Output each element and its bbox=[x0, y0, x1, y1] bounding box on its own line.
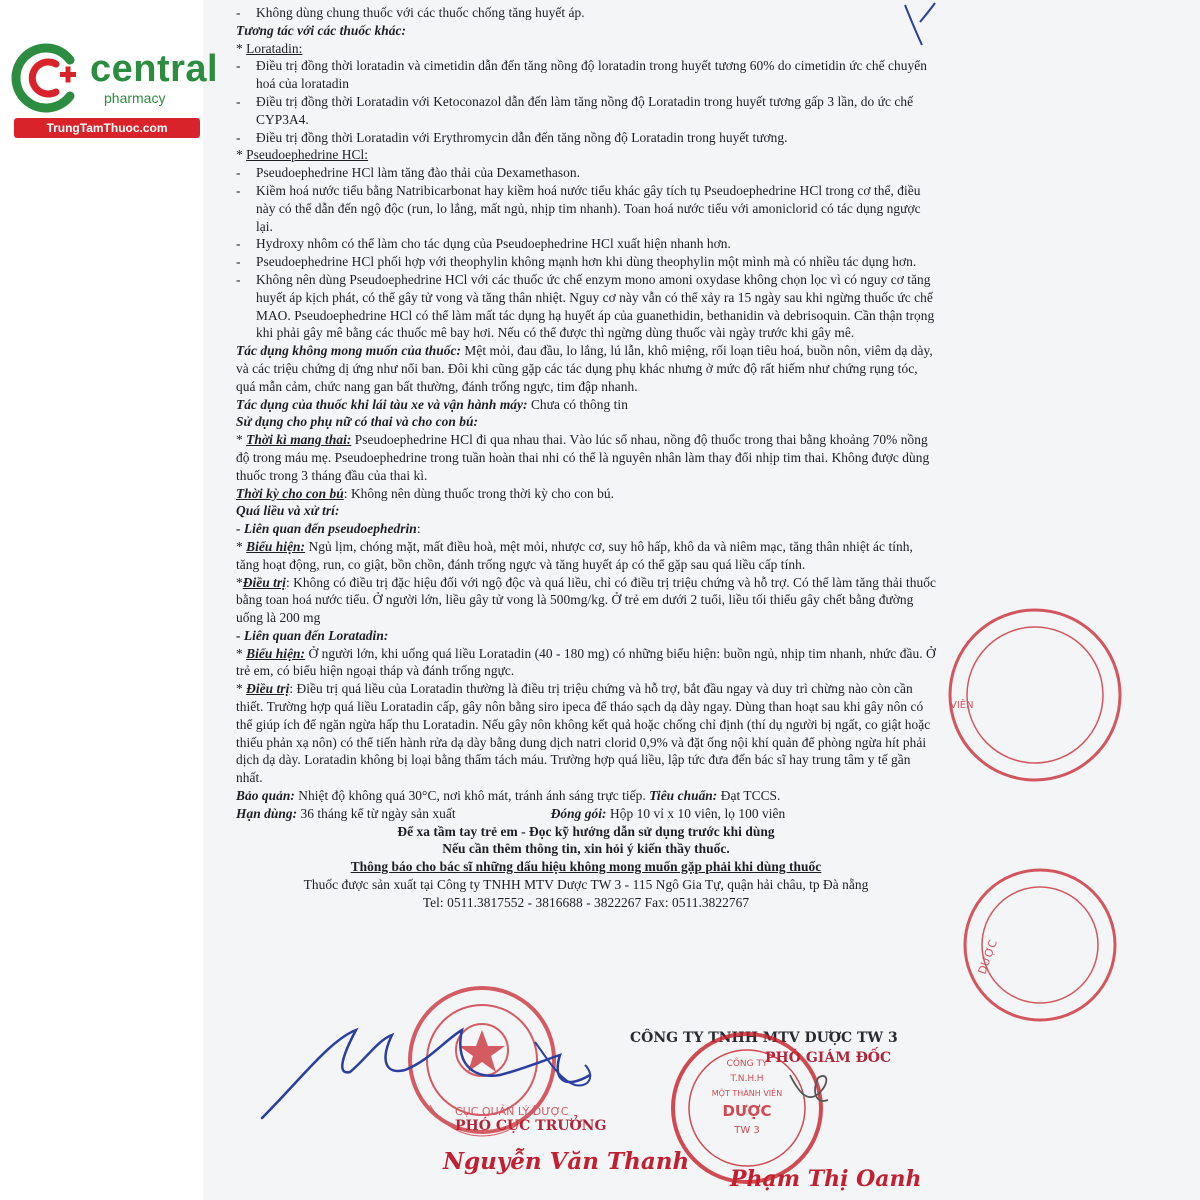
lora-item-1: - Điều trị đồng thời loratadin và cimetidin dẫn đến tăng nồng độ loratadin trong huyết tương 60% do cimetidin ức chế chuyển hoá của loratadin bbox=[236, 57, 936, 93]
company-name: CÔNG TY TNHH MTV DƯỢC TW 3 bbox=[630, 1030, 898, 1046]
svg-text:VIÊN: VIÊN bbox=[950, 700, 974, 711]
company-stamp-line-5: TW 3 bbox=[734, 1125, 760, 1136]
pse-item-4: - Pseudoephedrine HCl phối hợp với theophylin không mạnh hơn khi dùng theophylin một mình mà có nhiều tác dụng hơn. bbox=[236, 253, 936, 271]
manufacturer-line: Thuốc được sản xuất tại Công ty TNHH MTV Dược TW 3 - 115 Ngô Gia Tự, quận hải châu, tp Đà nẵng bbox=[303, 877, 869, 893]
deputy-head-title: PHÓ CỤC TRƯỞNG bbox=[455, 1118, 607, 1134]
breastfeeding-text: Thời kỳ cho con bú: Không nên dùng thuốc trong thời kỳ cho con bú. bbox=[236, 485, 614, 501]
overdose-heading: Quá liều và xử trí: bbox=[236, 503, 340, 519]
agency-stamp bbox=[410, 988, 569, 1136]
logo-brand: central bbox=[90, 48, 219, 90]
pse-item-1: - Pseudoephedrine HCl làm tăng đào thải của Dexamethason. bbox=[236, 164, 936, 182]
company-stamp-line-3: MỘT THÀNH VIÊN bbox=[711, 1089, 783, 1098]
lora-item-3: - Điều trị đồng thời Loratadin với Erythromycin dẫn đến tăng nồng độ Loratadin trong huyết tương. bbox=[236, 129, 936, 147]
expiry-line: Hạn dùng: 36 tháng kể từ ngày sản xuất Đóng gói: Hộp 10 vỉ x 10 viên, lọ 100 viên bbox=[236, 805, 786, 821]
loratadin-head: * Loratadin: bbox=[236, 40, 303, 56]
pse-item-5: - Không nên dùng Pseudoephedrine HCl với các thuốc ức chế enzym mono amoni oxydase không chọn lọc vì có nguy cơ tăng huyết áp kịch phát, có thể gây tử vong và tăng thân nhiệt. Nguy cơ này vẫn có thể xảy ra 15 ngày sau khi ngừng thuốc ức chế MAO. Pseudoephedrine HCl có thể làm mất tác dụng hạ huyết áp của guanethidin, bethanidin và debrisoquin. Cần thận trọng khi phải gây mê bằng các thuốc mê bay hơi. Nếu có thể được thì ngừng dùng thuốc vài ngày trước khi gây mê. bbox=[236, 271, 936, 342]
warning-line-3: Thông báo cho bác sĩ những dấu hiệu không mong muốn gặp phải khi dùng thuốc bbox=[350, 859, 822, 875]
warning-line-2: Nếu cần thêm thông tin, xin hỏi ý kiến thầy thuốc. bbox=[442, 841, 730, 857]
partial-stamp-right-upper bbox=[950, 610, 1120, 780]
overdose-pse-treatment: *Điều trị: Không có điều trị đặc hiệu đối với ngộ độc và quá liều, chỉ có điều trị triệu chứng và hỗ trợ. Có thể làm tăng thải thuốc bằng toan hoá nước tiểu. Ở người lớn, liều gây tử vong là 500mg/kg. Ở trẻ em dưới 2 tuổi, liều tối thiểu gây chết bằng đường uống là 200 mg bbox=[236, 574, 937, 626]
vice-director-title: PHÓ GIÁM ĐỐC bbox=[765, 1050, 892, 1066]
logo-sub: pharmacy bbox=[104, 90, 166, 106]
storage-line: Bảo quản: Nhiệt độ không quá 30°C, nơi khô mát, tránh ánh sáng trực tiếp. Tiêu chuẩn: Đạt TCCS. bbox=[236, 788, 781, 804]
adverse-effects: Tác dụng không mong muốn của thuốc: Mệt mỏi, đau đầu, lo lắng, lú lẫn, khô miệng, rối loạn tiêu hoá, buồn nôn, viêm dạ dày, và các triệu chứng dị ứng như nổi ban. Đôi khi cũng gặp các tác dụng phụ khác nhưng ở mức độ rất hiếm như chứng rụng tóc, quá mẫn cảm, chức nang gan bất thường, đánh trống ngực, tim đập nhanh. bbox=[236, 343, 933, 394]
driving-effects: Tác dụng của thuốc khi lái tàu xe và vận hành máy: Chưa có thông tin bbox=[236, 396, 628, 412]
overdose-pse-head: - Liên quan đến pseudoephedrin: bbox=[236, 521, 421, 537]
line-l0: - Không dùng chung thuốc với các thuốc chống tăng huyết áp. bbox=[236, 4, 936, 22]
signer-name-right: Phạm Thị Oanh bbox=[730, 1166, 922, 1192]
svg-text:DƯỢC: DƯỢC bbox=[975, 938, 1001, 977]
contact-line: Tel: 0511.3817552 - 3816688 - 3822267 Fax: 0511.3822767 bbox=[422, 894, 750, 910]
company-stamp-line-1: CÔNG TY bbox=[726, 1059, 768, 1069]
signature-right bbox=[790, 1075, 828, 1101]
company-stamp bbox=[673, 1034, 821, 1182]
lora-item-2: - Điều trị đồng thời Loratadin với Ketoconazol dẫn đến làm tăng nồng độ Loratadin trong huyết tương gấp 3 lần, do ức chế CYP3A4. bbox=[236, 93, 936, 129]
overdose-lora-treatment: * Điều trị: Điều trị quá liều của Loratadin thường là điều trị triệu chứng và hỗ trợ, bắt đầu ngay và duy trì chừng nào còn cần thiết. Trường hợp quá liều Loratadin cấp, gây nôn bằng siro ipeca để tháo sạch dạ dày ngay. Dùng than hoạt sau khi gây nôn có thể giúp ích để ngăn ngừa hấp thu Loratadin. Nếu gây nôn không kết quả hoặc chống chỉ định (thí dụ người bị ngất, co giật hoặc thiếu phản xạ nôn) có thể tiến hành rửa dạ dày bằng dung dịch natri clorid 0,9% và đặt ống nội khí quản để phòng ngừa hít phải dịch dạ dày. Loratadin không bị loại bằng thẩm tách máu. Trường hợp quá liều, lập tức đưa đến bác sĩ hay trung tâm y tế gần nhất. bbox=[236, 681, 931, 786]
heading-interactions: Tương tác với các thuốc khác: bbox=[236, 22, 407, 38]
logo-site-link[interactable]: TrungTamThuoc.com bbox=[14, 118, 200, 138]
pregnancy-text: * Thời kì mang thai: Pseudoephedrine HCl đi qua nhau thai. Vào lúc sổ nhau, nồng độ thuốc trong thai bằng khoảng 70% nồng độ trong máu mẹ. Pseudoephedrine trong tuần hoàn thai nhi có thể là nguyên nhân làm thay đổi nhịp tim thai. Không được dùng thuốc trong 3 tháng đầu của thai kì. bbox=[236, 432, 930, 483]
pse-item-3: - Hydroxy nhôm có thể làm cho tác dụng của Pseudoephedrine HCl xuất hiện nhanh hơn. bbox=[236, 235, 936, 253]
overdose-lora-symptoms: * Biểu hiện: Ở người lớn, khi uống quá liều Loratadin (40 - 180 mg) có những biểu hiện: buồn ngủ, nhịp tim nhanh, nhức đầu. Ở trẻ em, có biểu hiện ngoại tháp và đánh trống ngực. bbox=[236, 645, 936, 679]
agency-stamp-text: CỤC QUẢN LÝ DƯỢC bbox=[455, 1105, 569, 1118]
pregnancy-heading: Sử dụng cho phụ nữ có thai và cho con bú: bbox=[236, 414, 479, 430]
pen-mark-top-right bbox=[905, 3, 935, 45]
company-stamp-line-2: T.N.H.H bbox=[730, 1074, 764, 1084]
pseudo-head: * Pseudoephedrine HCl: bbox=[236, 147, 369, 163]
overdose-lora-head: - Liên quan đến Loratadin: bbox=[236, 627, 389, 643]
overdose-pse-symptoms: * Biểu hiện: Ngủ lịm, chóng mặt, mất điều hoà, mệt mỏi, nhược cơ, suy hô hấp, khô da và niêm mạc, tăng thân nhiệt ác tính, tăng hoạt động, run, co giật, bồn chồn, đánh trống ngực và tăng huyết áp có thể gặp sau quá liều cấp tính. bbox=[236, 538, 913, 572]
signer-name-left: Nguyễn Văn Thanh bbox=[443, 1148, 690, 1175]
warning-line-1: Để xa tầm tay trẻ em - Đọc kỹ hướng dẫn sử dụng trước khi dùng bbox=[397, 823, 775, 839]
partial-stamp-right-lower bbox=[965, 870, 1115, 1020]
company-stamp-line-4: DƯỢC bbox=[722, 1102, 772, 1120]
pse-item-2: - Kiềm hoá nước tiểu bằng Natribicarbonat hay kiềm hoá nước tiểu khác gây tích tụ Pseudoephedrine HCl trong cơ thể, điều này có thể dẫn đến ngộ độc (run, lo lắng, mất ngủ, nhịp tim nhanh). Toan hoá nước tiểu với amoniclorid có tác dụng ngược lại. bbox=[236, 182, 936, 235]
